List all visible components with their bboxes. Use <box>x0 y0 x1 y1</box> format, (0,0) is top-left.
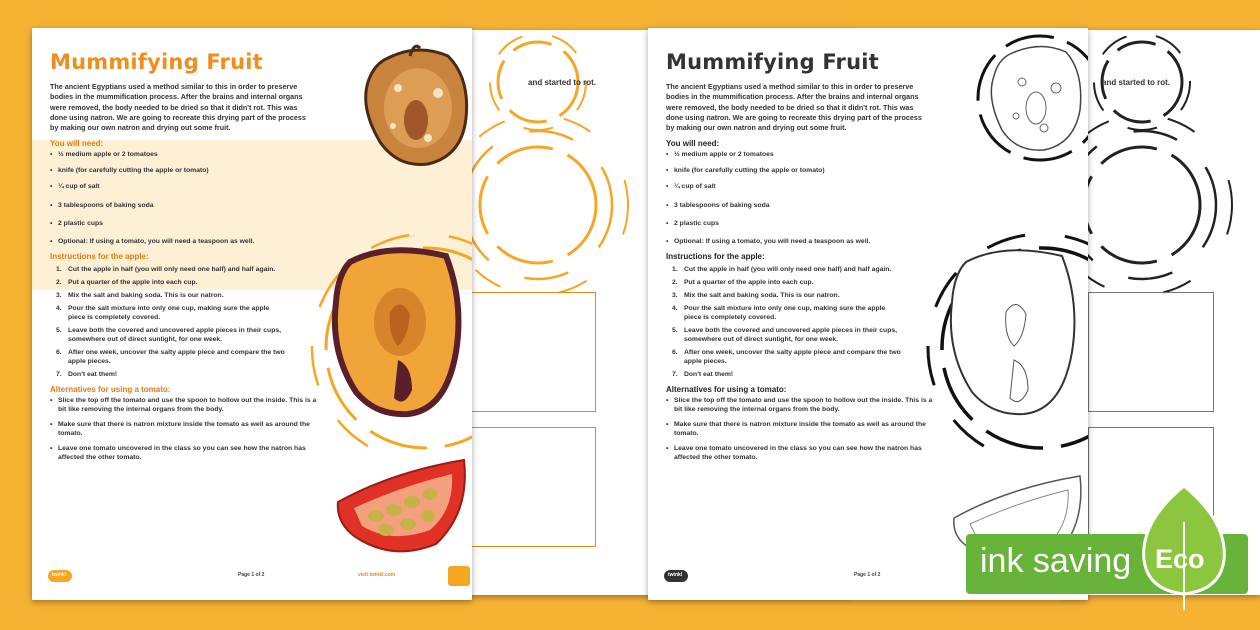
list-item: • 3 tablespoons of baking soda <box>666 201 1076 210</box>
dried-apple-slice-outline-image <box>974 28 1088 168</box>
eco-label: Eco <box>1155 544 1205 574</box>
list-item: • Leave one tomato uncovered in the class so you can see how the natron has affected the other tomato. <box>666 444 936 462</box>
list-item: 6. After one week, uncover the salty apple piece and compare the two apple pieces. <box>672 349 901 366</box>
list-item: • Slice the top off the tomato and use the spoon to hollow out the inside. This is a bit like removing the internal organs from the body. <box>50 396 320 414</box>
worksheet-page-mono <box>648 28 1088 600</box>
list-item: 5. Leave both the covered and uncovered apple pieces in their cups, somewhere out of direct sunlight, for one week. <box>672 327 898 344</box>
list-item: 3. Mix the salt and baking soda. This is our natron. <box>56 292 224 300</box>
back-page-text: and started to rot. <box>528 78 597 87</box>
ink-saving-label: ink saving <box>980 542 1132 580</box>
apple-instructions-heading: Instructions for the apple: <box>666 252 765 262</box>
page-footer <box>48 564 458 588</box>
list-item: • ½ medium apple or 2 tomatoes <box>50 150 460 159</box>
list-item: • ¼ cup of salt <box>666 182 1076 191</box>
list-item: • knife (for carefully cutting the apple or tomato) <box>666 166 1076 175</box>
apple-instructions-heading: Instructions for the apple: <box>50 252 149 262</box>
tomato-wedge-image <box>332 452 472 562</box>
list-item: • Make sure that there is natron mixture inside the tomato as well as around the tomato. <box>666 420 936 438</box>
tomato-alternatives-heading: Alternatives for using a tomato: <box>50 385 171 395</box>
curriculum-badge-icon <box>448 566 470 586</box>
list-item: 6. After one week, uncover the salty apple piece and compare the two apple pieces. <box>56 349 285 366</box>
needs-heading: You will need: <box>50 139 104 149</box>
answer-box-1 <box>1088 292 1214 412</box>
list-item: • ½ medium apple or 2 tomatoes <box>666 150 1076 159</box>
list-item: • Optional: If using a tomato, you will need a teaspoon as well. <box>50 237 460 246</box>
list-item: 1. Cut the apple in half (you will only need one half) and half again. <box>56 266 276 274</box>
list-item: 1. Cut the apple in half (you will only need one half) and half again. <box>672 266 892 274</box>
list-item: • Slice the top off the tomato and use the spoon to hollow out the inside. This is a bit like removing the internal organs from the body. <box>666 396 936 414</box>
list-item: 5. Leave both the covered and uncovered apple pieces in their cups, somewhere out of direct sunlight, for one week. <box>56 327 282 344</box>
list-item: • knife (for carefully cutting the apple or tomato) <box>50 166 460 175</box>
intro-paragraph: The ancient Egyptians used a method similar to this in order to preserve bodies in the mummification process. After the brains and internal organs were removed, the body needed to be dried so that it didn't rot. This was done using natron. We are going to recreate this drying part of the process by making our own natron and drying out some fruit. <box>666 82 922 133</box>
list-item: 7. Don't eat them! <box>56 371 118 379</box>
list-item: • 2 plastic cups <box>666 219 1076 228</box>
answer-box-1 <box>470 292 596 412</box>
needs-heading: You will need: <box>666 139 720 149</box>
site-link: visit twinkl.com <box>358 572 396 578</box>
list-item: • 3 tablespoons of baking soda <box>50 201 460 210</box>
list-item: 3. Mix the salt and baking soda. This is our natron. <box>672 292 840 300</box>
twinkl-logo: twinkl <box>664 570 688 582</box>
list-item: • Optional: If using a tomato, you will need a teaspoon as well. <box>666 237 1076 246</box>
tomato-list <box>666 396 936 462</box>
answer-box-2 <box>470 427 596 547</box>
worksheet-page-colour <box>32 28 472 600</box>
list-item: • 2 plastic cups <box>50 219 460 228</box>
worksheet-title: Mummifying Fruit <box>666 50 879 74</box>
list-item: 4. Pour the salt mixture into only one cup, making sure the apple piece is completely covered. <box>672 305 886 322</box>
list-item: 2. Put a quarter of the apple into each cup. <box>672 279 814 287</box>
tomato-list <box>50 396 320 462</box>
back-page-text: and started to rot. <box>1102 78 1171 87</box>
intro-paragraph: The ancient Egyptians used a method similar to this in order to preserve bodies in the mummification process. After the brains and internal organs were removed, the body needed to be dried so that it didn't rot. This was done using natron. We are going to recreate this drying part of the process by making our own natron and drying out some fruit. <box>50 82 306 133</box>
page-number: Page 1 of 2 <box>238 572 265 578</box>
list-item: • Make sure that there is natron mixture inside the tomato as well as around the tomato. <box>50 420 320 438</box>
list-item: • Leave one tomato uncovered in the class so you can see how the natron has affected the other tomato. <box>50 444 320 462</box>
list-item: 4. Pour the salt mixture into only one cup, making sure the apple piece is completely covered. <box>56 305 270 322</box>
dried-apple-half-image <box>328 242 468 418</box>
tomato-alternatives-heading: Alternatives for using a tomato: <box>666 385 787 395</box>
worksheet-title: Mummifying Fruit <box>50 50 263 74</box>
list-item: 2. Put a quarter of the apple into each cup. <box>56 279 198 287</box>
page-number: Page 1 of 2 <box>854 572 881 578</box>
dried-apple-slice-image <box>358 38 472 168</box>
list-item: • ¼ cup of salt <box>50 182 460 191</box>
twinkl-logo: twinkl <box>48 570 72 582</box>
dried-apple-half-outline-image <box>944 242 1084 418</box>
list-item: 7. Don't eat them! <box>672 371 734 379</box>
